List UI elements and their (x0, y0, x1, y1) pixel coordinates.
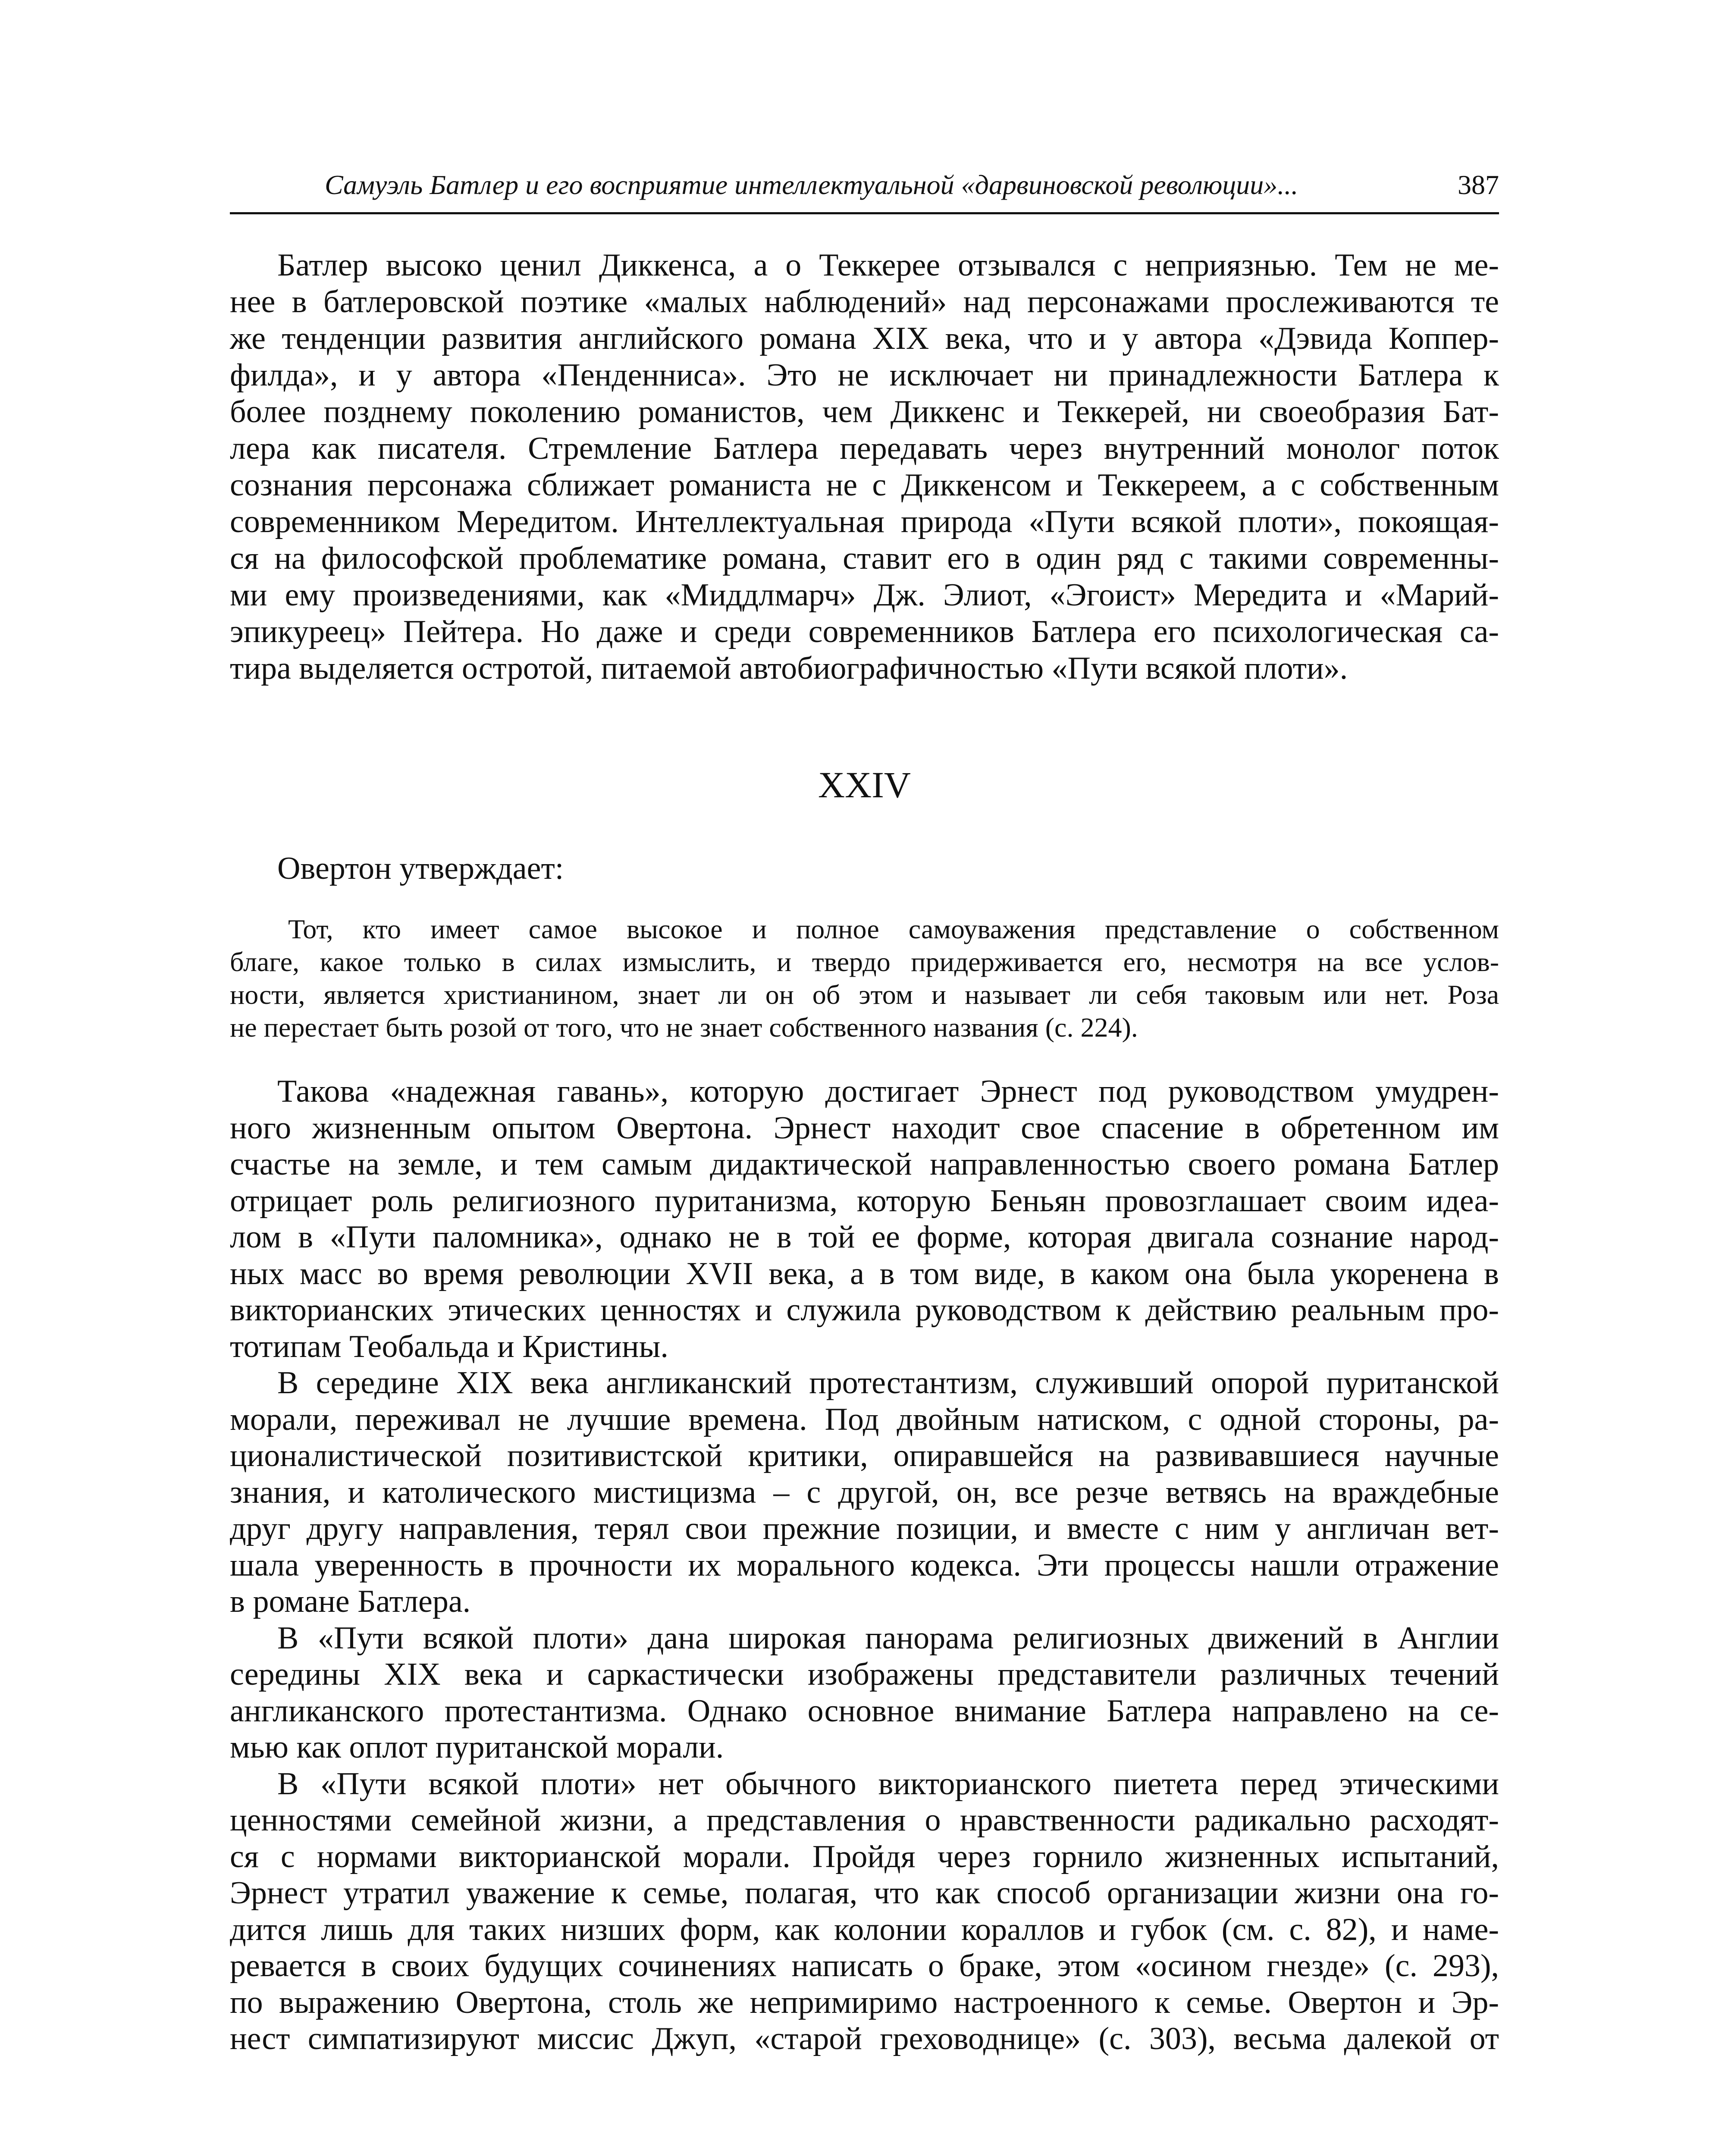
text-line: Эрнест утратил уважение к семье, полагая, что как способ организации жизни она го- (230, 1875, 1499, 1911)
paragraph-2 (230, 1073, 1499, 1365)
text-line: В «Пути всякой плоти» дана широкая панорама религиозных движений в Англии (277, 1620, 1499, 1656)
running-title: Самуэль Батлер и его восприятие интеллектуальной «дарвиновской революции»... (325, 169, 1298, 200)
text-line: мью как оплот пуританской морали. (230, 1730, 724, 1765)
text-line: Тот, кто имеет самое высокое и полное самоуважения представление о собственном (288, 914, 1499, 944)
text-line: нест симпатизируют миссис Джуп, «старой греховоднице» (с. 303), весьма далекой от (230, 2021, 1499, 2056)
text-line: филда», и у автора «Пенденниса». Это не исключает ни принадлежности Батлера к (230, 357, 1499, 393)
text-line: сознания персонажа сближает романиста не с Диккенсом и Теккереем, а с собственным (230, 467, 1499, 503)
text-line: Такова «надежная гавань», которую достигает Эрнест под руководством умудрен- (277, 1074, 1499, 1109)
header-rule (230, 212, 1499, 214)
text-line: ционалистической позитивистской критики, опиравшейся на развивавшиеся научные (230, 1438, 1499, 1473)
text-line: в романе Батлера. (230, 1584, 471, 1619)
text-line: ревается в своих будущих сочинениях написать о браке, этом «осином гнезде» (с. 293), (230, 1948, 1499, 1984)
text-line: же тенденции развития английского романа XIX века, что и у автора «Дэвида Коппер- (230, 321, 1499, 356)
page-number: 387 (1458, 169, 1499, 200)
text-line: морали, переживал не лучшие времена. Под двойным натиском, с одной стороны, ра- (230, 1401, 1499, 1437)
text-line: современником Мередитом. Интеллектуальная природа «Пути всякой плоти», покоящая- (230, 504, 1499, 539)
text-line: В «Пути всякой плоти» нет обычного викторианского пиетета перед этическими (277, 1766, 1499, 1802)
text-line: лом в «Пути паломника», однако не в той ее форме, которая двигала сознание народ- (230, 1219, 1499, 1255)
lead-in: Овертон утверждает: (277, 851, 564, 886)
paragraph-4 (230, 1620, 1499, 1766)
text-line: благе, какое только в силах измыслить, и твердо придерживается его, несмотря на все услов- (230, 946, 1499, 977)
paragraph-3 (230, 1365, 1499, 1620)
text-line: ценностями семейной жизни, а представления о нравственности радикально расходят- (230, 1802, 1499, 1838)
text-line: не перестает быть розой от того, что не знает собственного названия (с. 224). (230, 1012, 1138, 1043)
text-line: Батлер высоко ценил Диккенса, а о Теккерее отзывался с неприязнью. Тем не ме- (277, 248, 1499, 283)
text-line: ности, является христианином, знает ли он об этом и называет ли себя таковым или нет. Роза (230, 979, 1499, 1010)
lower-text (230, 1073, 1499, 2057)
text-line: ся на философской проблематике романа, ставит его в один ряд с такими современны- (230, 541, 1499, 576)
paragraph-1 (230, 247, 1499, 687)
text-line: друг другу направления, терял свои прежние позиции, и вместе с ним у англичан вет- (230, 1511, 1499, 1546)
running-header (230, 160, 1499, 207)
text-line: викторианских этических ценностях и служила руководством к действию реальным про- (230, 1292, 1499, 1328)
paragraph-5 (230, 1766, 1499, 2057)
text-line: нее в батлеровской поэтике «малых наблюдений» над персонажами прослеживаются те (230, 284, 1499, 320)
section-heading: XXIV (818, 764, 911, 805)
text-line: ных масс во время революции XVII века, а в том виде, в каком она была укоренена в (230, 1256, 1499, 1291)
text-line: середины XIX века и саркастически изображены представители различных течений (230, 1657, 1499, 1692)
text-line: ного жизненным опытом Овертона. Эрнест находит свое спасение в обретенном им (230, 1110, 1499, 1146)
text-line: лера как писателя. Стремление Батлера передавать через внутренний монолог поток (230, 431, 1499, 466)
text-line: тира выделяется остротой, питаемой автобиографичностью «Пути всякой плоти». (230, 651, 1348, 686)
text-line: ся с нормами викторианской морали. Пройдя через горнило жизненных испытаний, (230, 1839, 1499, 1874)
text-line: В середине XIX века англиканский протестантизм, служивший опорой пуританской (277, 1365, 1499, 1401)
text-line: отрицает роль религиозного пуританизма, которую Беньян провозглашает своим идеа- (230, 1183, 1499, 1219)
text-line: англиканского протестантизма. Однако основное внимание Батлера направлено на се- (230, 1693, 1499, 1729)
text-line: эпикуреец» Пейтера. Но даже и среди современников Батлера его психологическая са- (230, 614, 1499, 649)
text-line: более позднему поколению романистов, чем Диккенс и Теккерей, ни своеобразия Бат- (230, 394, 1499, 429)
text-line: счастье на земле, и тем самым дидактической направленностью своего романа Батлер (230, 1147, 1499, 1182)
text-line: ми ему произведениями, как «Миддлмарч» Дж. Элиот, «Эгоист» Мередита и «Марий- (230, 577, 1499, 613)
text-line: по выражению Овертона, столь же непримиримо настроенного к семье. Овертон и Эр- (230, 1984, 1499, 2020)
text-line: знания, и католического мистицизма – с другой, он, все резче ветвясь на враждебные (230, 1474, 1499, 1510)
text-line: тотипам Теобальда и Кристины. (230, 1329, 668, 1364)
block-quote (230, 913, 1499, 1044)
text-line: шала уверенность в прочности их морального кодекса. Эти процессы нашли отражение (230, 1547, 1499, 1583)
text-line: дится лишь для таких низших форм, как колонии кораллов и губок (см. с. 82), и наме- (230, 1912, 1499, 1947)
